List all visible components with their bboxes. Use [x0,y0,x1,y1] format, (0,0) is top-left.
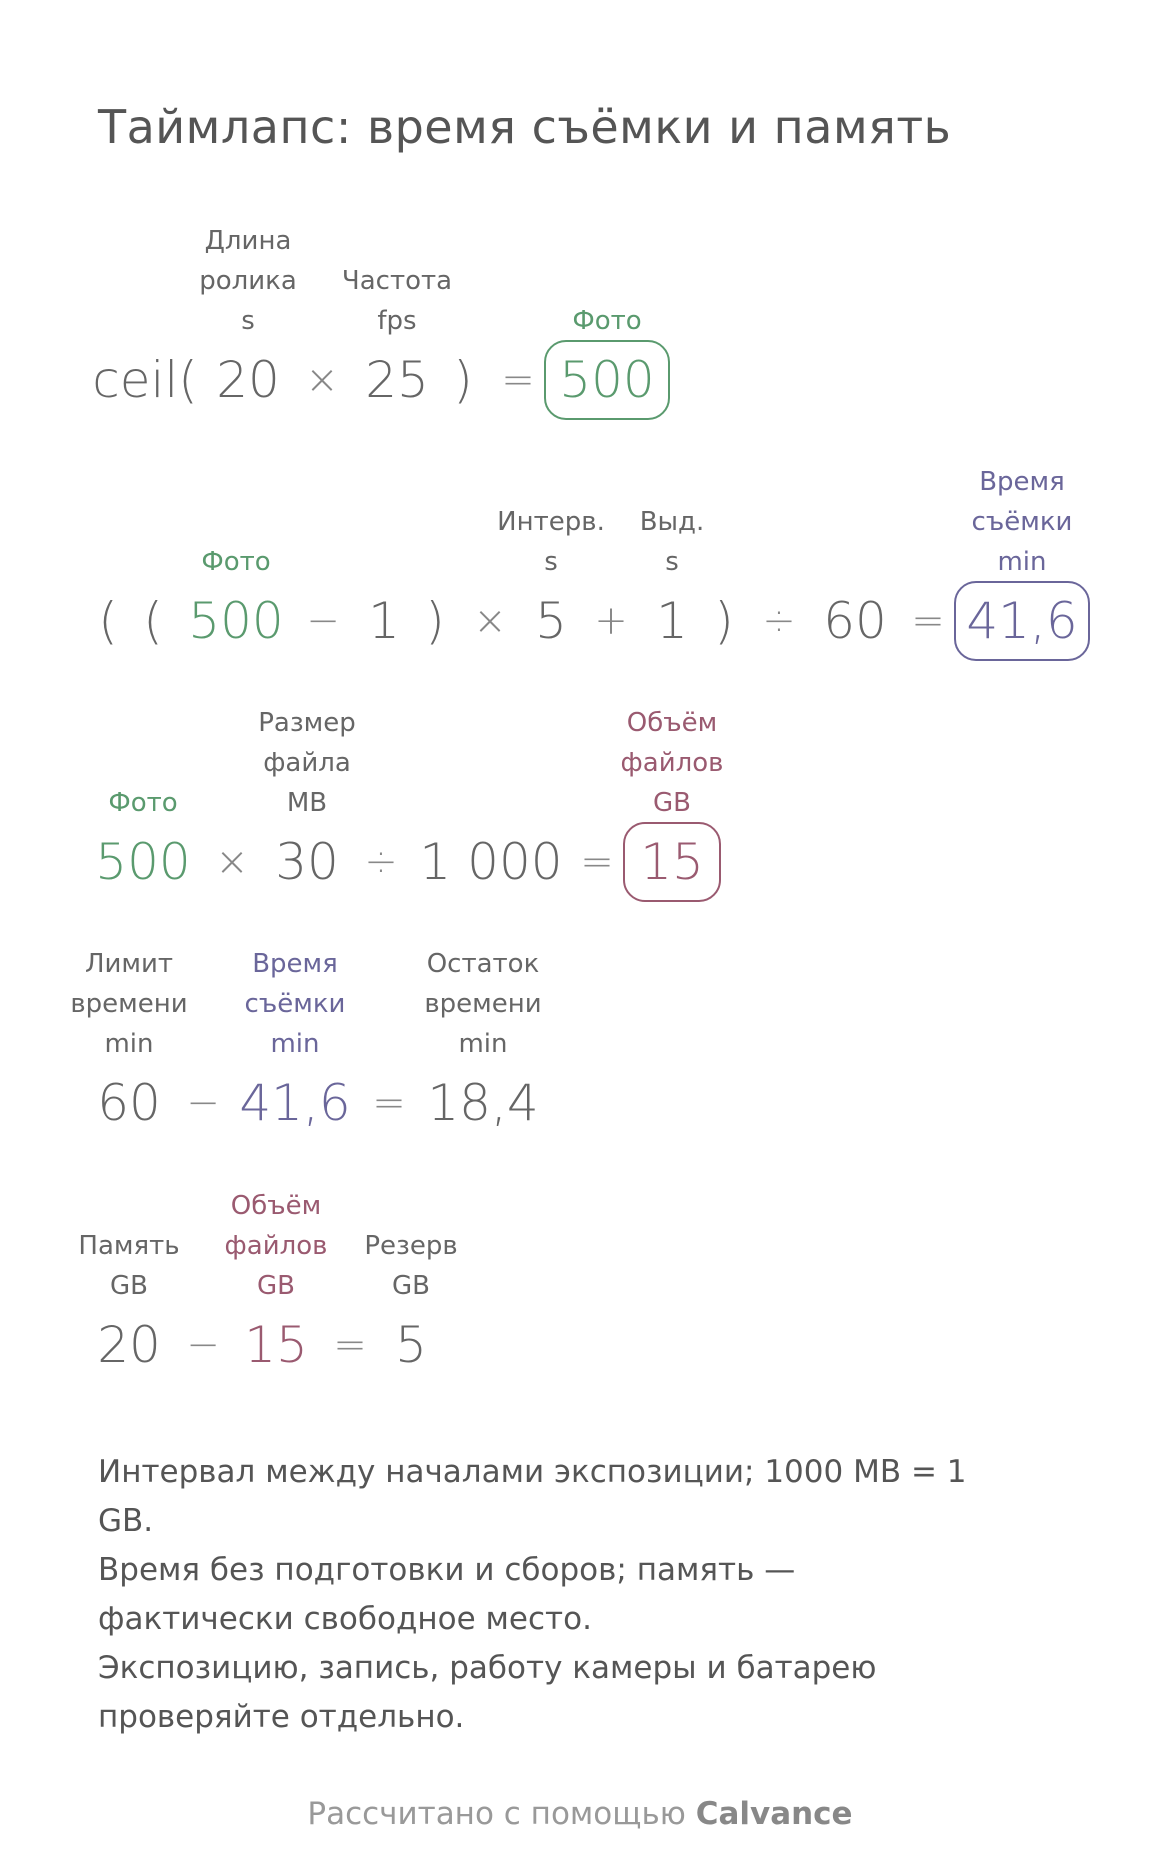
equals-operator: = [580,839,614,885]
page-title: Таймлапс: время съёмки и память [98,100,952,154]
fps-value[interactable]: 25 [365,351,429,409]
reserve-label: Резерв GB [364,1231,458,1301]
thousand-value: 1 000 [419,833,563,891]
sixty-value: 60 [823,592,887,650]
photos-value: 500 [188,592,284,650]
brand-link[interactable]: Calvance [695,1796,853,1832]
time-remaining-label: Остаток времени min [424,949,542,1059]
photos-label: Фото [108,788,178,818]
note-line: Экспозицию, запись, работу камеры и батарею проверяйте отдельно. [98,1650,877,1735]
shooting-time-result-box: 41,6 [954,581,1090,661]
equals-operator: = [372,1080,406,1126]
photos-result-box: 500 [544,340,670,420]
reserve-value: 5 [395,1316,427,1374]
exposure-value[interactable]: 1 [656,592,688,650]
times-operator: × [473,598,507,644]
interval-label: Интерв. s [497,507,605,577]
file-size-label: Размер файла MB [258,708,356,818]
fps-label: Частота fps [341,266,453,336]
notes [98,1448,998,1742]
equals-operator: = [501,357,535,403]
time-limit-label: Лимит времени min [70,949,188,1059]
minus-operator: − [186,1080,220,1126]
plus-operator: + [594,598,628,644]
shooting-time-result-label: Время съёмки min [971,467,1073,577]
photos-result-label: Фото [572,306,642,336]
memory-value[interactable]: 20 [97,1316,161,1374]
divide-operator: ÷ [762,598,796,644]
equals-operator: = [333,1322,367,1368]
divide-operator: ÷ [364,839,398,885]
time-limit-value[interactable]: 60 [97,1074,161,1132]
open-paren: ( [98,592,118,650]
times-operator: × [305,357,339,403]
footer-credit [0,1796,1160,1832]
one-value: 1 [368,592,400,650]
interval-value[interactable]: 5 [535,592,567,650]
duration-label: Длина ролика s [199,226,297,336]
file-volume-result-box: 15 [623,822,721,902]
exposure-label: Выд. s [639,507,705,577]
file-volume-label: Объём файлов GB [224,1191,328,1301]
time-remaining-value: 18,4 [427,1074,539,1132]
note-line: Время без подготовки и сборов; память — фактически свободное место. [98,1552,796,1637]
footer-prefix: Рассчитано с помощью [307,1796,696,1832]
photos-value: 500 [95,833,191,891]
close-paren: ) [453,351,473,409]
close-paren: ) [425,592,445,650]
photos-label: Фото [201,547,271,577]
open-paren: ( [143,592,163,650]
duration-value[interactable]: 20 [216,351,280,409]
memory-label: Память GB [78,1231,180,1301]
file-volume-value: 15 [244,1316,308,1374]
minus-operator: − [186,1322,220,1368]
close-paren: ) [714,592,734,650]
equals-operator: = [911,598,945,644]
shooting-time-value: 41,6 [239,1074,351,1132]
times-operator: × [215,839,249,885]
file-volume-result-label: Объём файлов GB [620,708,724,818]
note-line: Интервал между началами экспозиции; 1000 MB = 1 GB. [98,1454,967,1539]
file-size-value[interactable]: 30 [275,833,339,891]
ceil-function: ceil( [92,351,198,409]
shooting-time-label: Время съёмки min [244,949,346,1059]
minus-operator: − [306,598,340,644]
